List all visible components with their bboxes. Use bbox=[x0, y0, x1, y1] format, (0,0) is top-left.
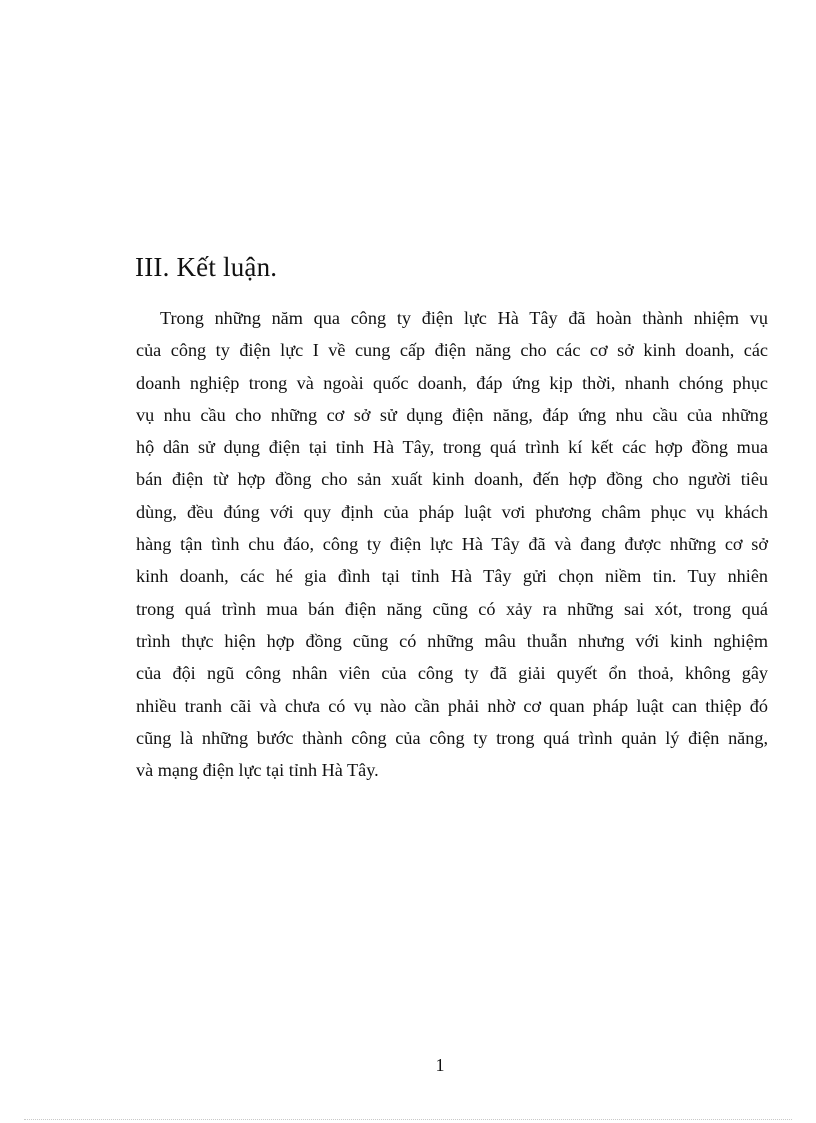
conclusion-paragraph bbox=[136, 302, 768, 786]
paragraph-line: vụ nhu cầu cho những cơ sở sử dụng điện năng, đáp ứng nhu cầu của những bbox=[136, 404, 768, 425]
paragraph-line: trong quá trình mua bán điện năng cũng có xảy ra những sai xót, trong quá bbox=[136, 598, 768, 619]
paragraph-line: của công ty điện lực I về cung cấp điện năng cho các cơ sở kinh doanh, các bbox=[136, 340, 768, 361]
paragraph-line: nhiều tranh cãi và chưa có vụ nào cần phải nhờ cơ quan pháp luật can thiệp đó bbox=[136, 695, 768, 716]
paragraph-line: cũng là những bước thành công của công ty trong quá trình quản lý điện năng, bbox=[136, 727, 768, 748]
paragraph-line: doanh nghiệp trong và ngoài quốc doanh, đáp ứng kịp thời, nhanh chóng phục bbox=[136, 372, 768, 393]
section-heading: III. Kết luận. bbox=[135, 252, 278, 282]
paragraph-line: hàng tận tình chu đáo, công ty điện lực Hà Tây đã và đang được những cơ sở bbox=[136, 534, 768, 555]
paragraph-line: của đội ngũ công nhân viên của công ty đã giải quyết ổn thoả, không gây bbox=[136, 663, 768, 684]
paragraph-line: dùng, đều đúng với quy định của pháp luật vơi phương châm phục vụ khách bbox=[136, 501, 768, 522]
paragraph-line: hộ dân sử dụng điện tại tỉnh Hà Tây, trong quá trình kí kết các hợp đồng mua bbox=[136, 437, 768, 458]
paragraph-line: Trong những năm qua công ty điện lực Hà Tây đã hoàn thành nhiệm vụ bbox=[160, 308, 768, 328]
paragraph-line: kinh doanh, các hé gia đình tại tỉnh Hà Tây gửi chọn niềm tin. Tuy nhiên bbox=[136, 566, 768, 587]
paragraph-line: bán điện từ hợp đồng cho sản xuất kinh doanh, đến hợp đồng cho người tiêu bbox=[136, 469, 768, 490]
paragraph-line: trình thực hiện hợp đồng cũng có những mâu thuẫn nhưng với kinh nghiệm bbox=[136, 630, 768, 651]
page-number: 1 bbox=[435, 1055, 445, 1075]
paragraph-line: và mạng điện lực tại tỉnh Hà Tây. bbox=[136, 760, 379, 781]
page-bottom-divider bbox=[24, 1119, 792, 1120]
